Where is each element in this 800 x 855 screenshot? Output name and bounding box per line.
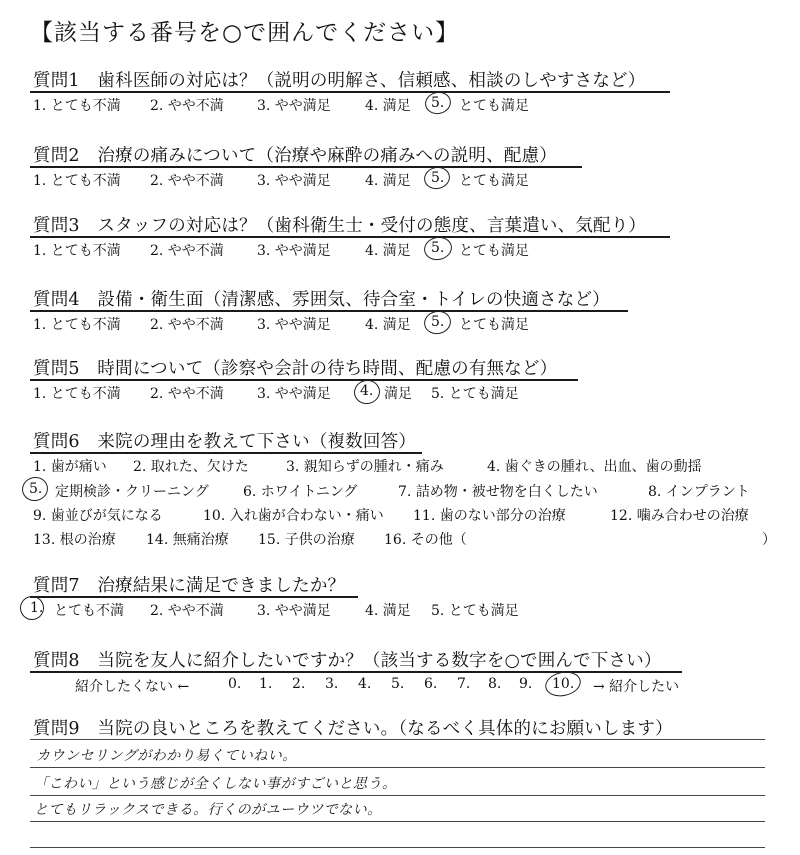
q8-right-label: → 紹介したい [593,679,680,695]
q3-selected-circle [422,234,454,262]
q8-underline [30,671,682,673]
q2-option-1[interactable]: 1. とても不満 [33,173,121,189]
q2-option-5-label: とても満足 [459,173,529,189]
answer-line [30,767,765,768]
q8-scale-7[interactable]: 7. [457,676,471,692]
q6-title: 質問6 来院の理由を教えて下さい（複数回答） [33,432,417,452]
q6-option-4[interactable]: 4. 歯ぐきの腫れ、出血、歯の動揺 [487,459,702,475]
q6-option-9[interactable]: 9. 歯並びが気になる [33,508,163,524]
q8-scale-8[interactable]: 8. [488,676,502,692]
q4-option-3[interactable]: 3. やや満足 [257,317,331,333]
q4-title: 質問4 設備・衛生面（清潔感、雰囲気、待合室・トイレの快適さなど） [33,290,610,310]
q6-underline [30,452,422,454]
q1-option-5[interactable]: 5. [431,95,445,111]
answer-line [30,795,765,796]
q5-selected-circle [352,378,382,407]
q2-option-4[interactable]: 4. 満足 [365,173,411,189]
q1-option-4[interactable]: 4. 満足 [365,98,411,114]
q5-option-4-label: 満足 [384,386,412,402]
q6-option-14[interactable]: 14. 無痛治療 [146,532,229,548]
q6-option-7[interactable]: 7. 詰め物・被せ物を白くしたい [398,484,598,500]
q8-scale-1[interactable]: 1. [259,676,273,692]
q6-option-12[interactable]: 12. 噛み合わせの治療 [610,508,749,524]
q2-option-2[interactable]: 2. やや不満 [150,173,224,189]
q3-option-2[interactable]: 2. やや不満 [150,243,224,259]
q2-underline [30,166,582,168]
q5-underline [30,379,578,381]
q8-scale-3[interactable]: 3. [325,676,339,692]
q1-selected-circle [423,90,453,117]
q7-option-5[interactable]: 5. とても満足 [431,603,519,619]
q8-scale-9[interactable]: 9. [519,676,533,692]
q1-underline [30,91,670,93]
q9-answer-3: とてもリラックスできる。行くのがユーウツでない。 [34,802,382,818]
q8-scale-4[interactable]: 4. [358,676,372,692]
q6-option-10[interactable]: 10. 入れ歯が合わない・痛い [203,508,384,524]
q3-option-4[interactable]: 4. 満足 [365,243,411,259]
q7-option-1-label: とても不満 [54,603,124,619]
q6-option-3[interactable]: 3. 親知らずの腫れ・痛み [286,459,444,475]
q7-underline [30,596,358,598]
q4-option-2[interactable]: 2. やや不満 [150,317,224,333]
q8-scale-5[interactable]: 5. [391,676,405,692]
q4-option-4[interactable]: 4. 満足 [365,317,411,333]
q6-option-5[interactable]: 5. [29,481,43,497]
q7-title: 質問7 治療結果に満足できましたか？ [33,576,346,596]
q2-option-3[interactable]: 3. やや満足 [257,173,331,189]
q8-scale-6[interactable]: 6. [424,676,438,692]
q3-option-5[interactable]: 5. [431,240,445,256]
q4-option-5-label: とても満足 [459,317,529,333]
q3-option-3[interactable]: 3. やや満足 [257,243,331,259]
q1-option-1[interactable]: 1. とても不満 [33,98,121,114]
q1-option-2[interactable]: 2. やや不満 [150,98,224,114]
q1-title: 質問1 歯科医師の対応は？（説明の明解さ、信頼感、相談のしやすさなど） [33,71,646,91]
q6-option-6[interactable]: 6. ホワイトニング [243,484,358,500]
page-title: 【該当する番号を○で囲んでください】 [30,20,460,46]
q8-title: 質問8 当院を友人に紹介したいですか？（該当する数字を○で囲んで下さい） [33,651,662,671]
q3-option-1[interactable]: 1. とても不満 [33,243,121,259]
q1-option-5-label: とても満足 [459,98,529,114]
q7-option-1[interactable]: 1. [30,600,44,616]
q4-option-5[interactable]: 5. [431,314,445,330]
q2-option-5[interactable]: 5. [431,170,445,186]
q6-option-13[interactable]: 13. 根の治療 [33,532,116,548]
q5-option-2[interactable]: 2. やや不満 [150,386,224,402]
q5-option-3[interactable]: 3. やや満足 [257,386,331,402]
q5-title: 質問5 時間について（診察や会計の待ち時間、配慮の有無など） [33,359,558,379]
q6-selected-circle [20,475,50,504]
q7-option-3[interactable]: 3. やや満足 [257,603,331,619]
q9-answer-1: カウンセリングがわかり易くていねい。 [36,748,297,764]
q2-title: 質問2 治療の痛みについて（治療や麻酔の痛みへの説明、配慮） [33,146,557,166]
answer-line [30,821,765,822]
q6-option-16-close: ） [762,532,776,548]
q1-option-3[interactable]: 3. やや満足 [257,98,331,114]
q2-selected-circle [422,165,452,192]
q8-selected-circle [543,669,583,700]
q7-option-2[interactable]: 2. やや不満 [150,603,224,619]
q6-option-2[interactable]: 2. 取れた、欠けた [133,459,249,475]
q9-answer-2: 「こわい」という感じが全くしない事がすごいと思う。 [34,776,397,792]
q6-option-1[interactable]: 1. 歯が痛い [33,459,107,475]
q9-title: 質問9 当院の良いところを教えてください。（なるべく具体的にお願いします） [33,719,673,739]
q5-option-5[interactable]: 5. とても満足 [431,386,519,402]
q6-option-5-label: 定期検診・クリーニング [55,484,209,500]
q4-underline [30,310,628,312]
q8-scale-2[interactable]: 2. [292,676,306,692]
q8-left-label: 紹介したくない ← [75,679,190,695]
answer-line [30,739,765,740]
q6-option-8[interactable]: 8. インプラント [648,484,750,500]
q8-scale-0[interactable]: 0. [228,676,242,692]
q7-selected-circle [18,594,46,622]
q6-option-16[interactable]: 16. その他（ [384,532,467,548]
q7-option-4[interactable]: 4. 満足 [365,603,411,619]
q6-option-15[interactable]: 15. 子供の治療 [258,532,355,548]
q4-option-1[interactable]: 1. とても不満 [33,317,121,333]
q3-option-5-label: とても満足 [459,243,529,259]
q3-underline [30,236,670,238]
q5-option-4[interactable]: 4. [360,383,374,399]
answer-line [30,847,765,848]
q4-selected-circle [422,308,453,336]
q5-option-1[interactable]: 1. とても不満 [33,386,121,402]
q8-scale-10[interactable]: 10. [552,676,575,692]
q6-option-11[interactable]: 11. 歯のない部分の治療 [413,508,566,524]
q3-title: 質問3 スタッフの対応は？（歯科衛生士・受付の態度、言葉遣い、気配り） [33,216,647,236]
